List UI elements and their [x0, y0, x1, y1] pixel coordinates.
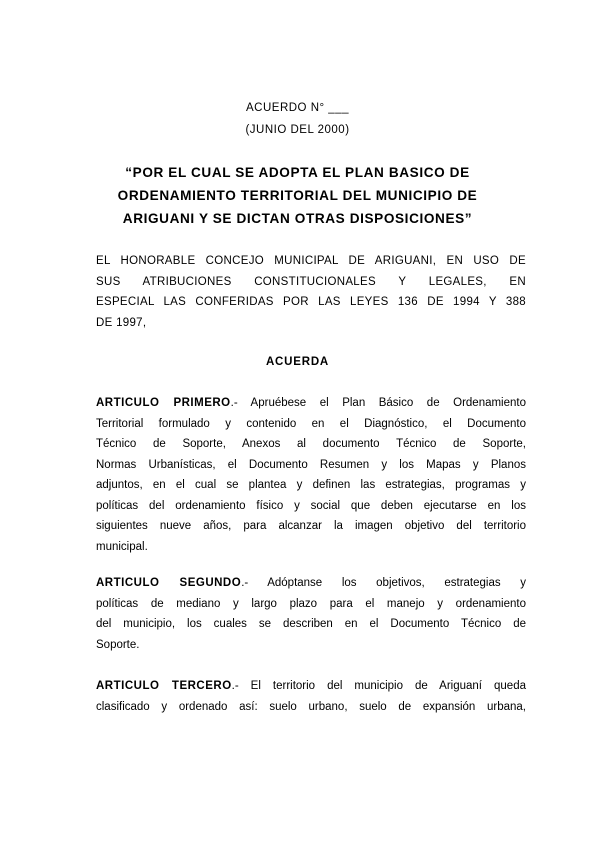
preamble-line: SUS ATRIBUCIONES CONSTITUCIONALES Y LEGALES, EN	[96, 275, 526, 288]
acuerda-heading: ACUERDA	[265, 356, 330, 368]
preamble-paragraph	[96, 251, 526, 333]
article-segundo	[96, 573, 526, 655]
article-line: siguientes nueve años, para alcanzar la imagen objetivo del territorio	[96, 520, 526, 532]
article-text: .- Apruébese el Plan Básico de Ordenamiento	[230, 397, 526, 409]
article-line: políticas de mediano y largo plazo para el manejo y ordenamiento	[96, 597, 526, 610]
article-label: ARTICULO TERCERO	[96, 680, 232, 692]
article-line: Técnico de Soporte, Anexos al documento Técnico de Soporte,	[96, 438, 526, 450]
article-line: clasificado y ordenado así: suelo urbano, suelo de expansión urbana,	[96, 700, 526, 713]
preamble-line: ESPECIAL LAS CONFERIDAS POR LAS LEYES 136 DE 1994 Y 388	[96, 296, 526, 308]
article-line: Soporte.	[96, 638, 140, 651]
article-primero	[96, 393, 526, 557]
title-line-3: ARIGUANI Y SE DICTAN OTRAS DISPOSICIONES”	[122, 211, 473, 226]
article-label: ARTICULO SEGUNDO	[96, 577, 242, 589]
article-first-line	[96, 676, 526, 697]
article-label: ARTICULO PRIMERO	[96, 397, 231, 409]
article-tercero	[96, 676, 526, 717]
article-line: políticas del ordenamiento físico y social que deben ejecutarse en los	[96, 499, 526, 512]
article-first-line	[96, 573, 526, 594]
acuerdo-number: ACUERDO N° ___	[246, 102, 349, 114]
article-line: Normas Urbanísticas, el Documento Resumen y los Mapas y Planos	[96, 458, 526, 471]
title-line-1: “POR EL CUAL SE ADOPTA EL PLAN BASICO DE	[125, 165, 470, 180]
article-line: municipal.	[96, 540, 148, 553]
acuerdo-date: (JUNIO DEL 2000)	[245, 124, 350, 136]
article-line: Territorial formulado y contenido en el Diagnóstico, el Documento	[96, 417, 526, 430]
title-line-2: ORDENAMIENTO TERRITORIAL DEL MUNICIPIO DE	[117, 188, 478, 203]
article-text: .- El territorio del municipio de Ariguaní queda	[231, 680, 526, 692]
article-text: .- Adóptanse los objetivos, estrategias y	[241, 577, 526, 589]
article-line: adjuntos, en el cual se plantea y definen las estrategias, programas y	[96, 479, 526, 491]
article-first-line	[96, 393, 526, 414]
article-line: del municipio, los cuales se describen en el Documento Técnico de	[96, 618, 526, 630]
preamble-line: DE 1997,	[96, 316, 147, 329]
preamble-line: EL HONORABLE CONCEJO MUNICIPAL DE ARIGUANI, EN USO DE	[96, 255, 526, 267]
